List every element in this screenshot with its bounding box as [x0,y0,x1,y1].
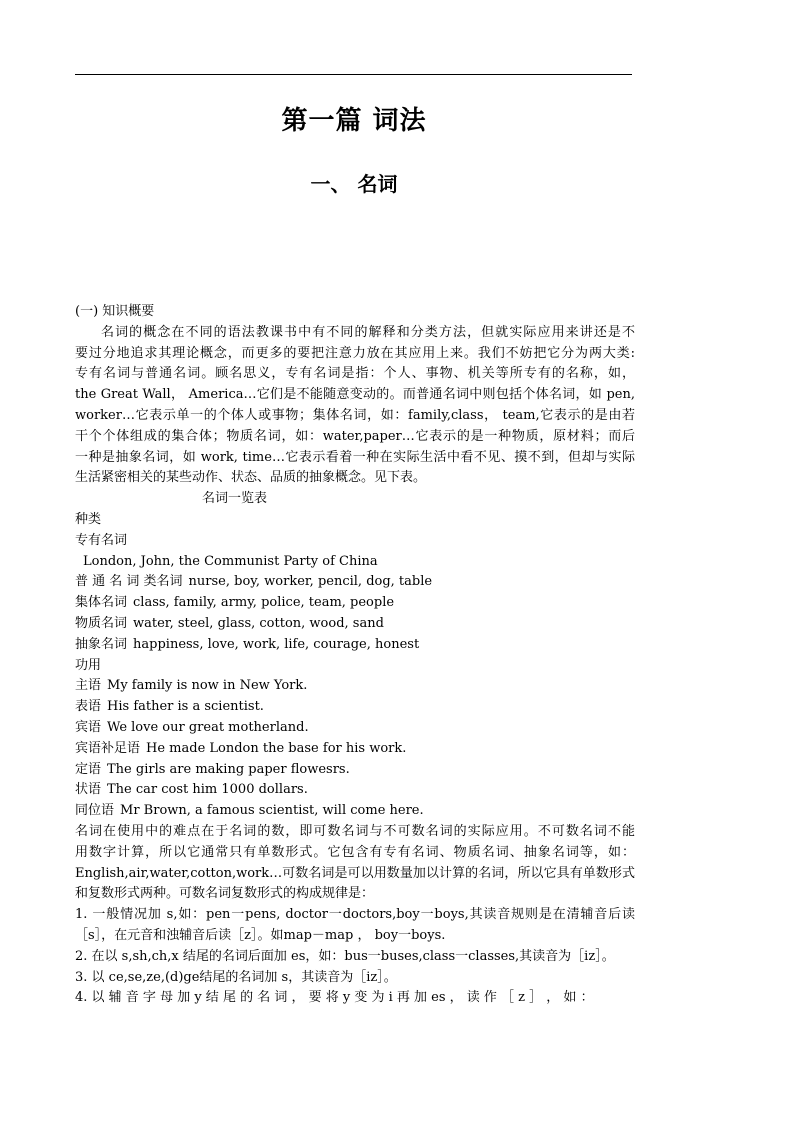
intro-line: 名词的概念在不同的语法教课书中有不同的解释和分类方法，但就实际应用来讲还是不 [101,324,635,340]
intro-line: 干个个体组成的集合体；物质名词，如：water,paper…它表示的是一种物质，原材料；而后 [75,428,635,444]
function-row [75,739,635,760]
function-row [75,801,635,822]
function-label: 状语 [75,782,102,798]
noun-kind-row [75,593,635,614]
function-example: My family is now in New York. [107,678,308,694]
function-label: 同位语 [75,803,115,819]
countable-line: 用数字计算，所以它通常只有单数形式。它包含有专有名词、物质名词、抽象名词等，如： [75,844,635,860]
function-example: His father is a scientist. [107,699,264,715]
noun-kind-label: 普 通 名 词 类名词 [75,574,183,590]
function-example: He made London the base for his work. [146,740,407,756]
noun-kind-examples: class, family, army, police, team, people [133,595,395,611]
function-row [75,676,635,697]
intro-paragraph [75,323,635,489]
countable-line: English,air,water,cotton,work…可数名词是可以用数量加以计算的名词，所以它具有单数形式 [75,865,635,881]
function-row [75,697,635,718]
noun-kind-row [75,635,635,656]
noun-kind-examples: nurse, boy, worker, pencil, dog, table [188,574,433,590]
noun-kind-row [75,614,635,635]
plural-rule-2: 2. 在以 s,sh,ch,x 结尾的名词后面加 es，如：bus一buses,class一classes,其读音为［iz］。 [75,948,615,964]
noun-kind-label: 抽象名词 [75,636,128,652]
intro-line: the Great Wall， America…它们是不能随意变动的。而普通名词中则包括个体名词，如 pen, [75,387,635,403]
countable-line: 名词在使用中的难点在于名词的数，即可数名词与不可数名词的实际应用。不可数名词不能 [75,823,635,839]
countable-line: 和复数形式两种。可数名词复数形式的构成规律是： [75,886,375,902]
function-label: 表语 [75,699,102,715]
plural-rule-1 [75,905,635,947]
noun-kind-examples: happiness, love, work, life, courage, honest [133,636,420,652]
document-body [75,302,635,1009]
intro-line: worker…它表示单一的个体人或事物；集体名词，如：family,class， team,它表示的是由若 [75,407,635,423]
function-row [75,780,635,801]
noun-kind-row [75,572,635,593]
intro-line: 生活紧密相关的某些动作、状态、品质的抽象概念。见下表。 [75,470,427,486]
proper-noun-examples: London, John, the Communist Party of China [83,553,378,569]
intro-line: 一种是抽象名词，如 work, time…它表示看着一种在实际生活中看不见、摸不到，但却与实际 [75,449,635,465]
function-example: Mr Brown, a famous scientist, will come here. [120,803,424,819]
header-rule [75,74,632,75]
section-heading: (一) 知识概要 [75,304,155,319]
intro-line: 专有名词与普通名词。顾名思义，专有名词是指：个人、事物、机关等所专有的名称，如， [75,366,635,382]
noun-kind-examples: water, steel, glass, cotton, wood, sand [133,615,384,631]
page-title: 第一篇 词法 [281,106,427,136]
section-title: 一、 名词 [310,172,398,196]
function-example: The girls are making paper flowesrs. [107,761,350,777]
function-example: The car cost him 1000 dollars. [107,782,308,798]
kinds-header: 种类 [75,511,102,527]
plural-rule-4: 4. 以 辅 音 字 母 加 y 结 尾 的 名 词 ， 要 将 y 变 为 i 再 加 es ， 读 作 ［ z ］ ， 如 ： [75,990,594,1006]
function-label: 主语 [75,678,102,694]
function-header: 功用 [75,657,102,673]
function-label: 宾语 [75,719,102,735]
intro-line: 要过分地追求其理论概念，而更多的要把注意力放在其应用上来。我们不妨把它分为两大类: [75,345,635,361]
function-label: 定语 [75,761,102,777]
rule-line: 1. 一般情况加 s,如：pen一pens, doctor一doctors,boy一boys,其读音规则是在清辅音后读 [75,907,635,923]
rule-line: ［s］，在元音和浊辅音后读［z］。如map－map ， boy一boys. [75,927,446,943]
function-example: We love our great motherland. [107,719,309,735]
function-row [75,760,635,781]
table-caption: 名词一览表 [202,491,268,507]
proper-noun-label: 专有名词 [75,532,128,548]
countable-paragraph [75,822,635,905]
plural-rule-3: 3. 以 ce,se,ze,(d)ge结尾的名词加 s，其读音为［iz］。 [75,969,397,985]
function-row [75,718,635,739]
function-label: 宾语补足语 [75,740,141,756]
noun-kind-label: 集体名词 [75,595,128,611]
noun-kind-label: 物质名词 [75,615,128,631]
